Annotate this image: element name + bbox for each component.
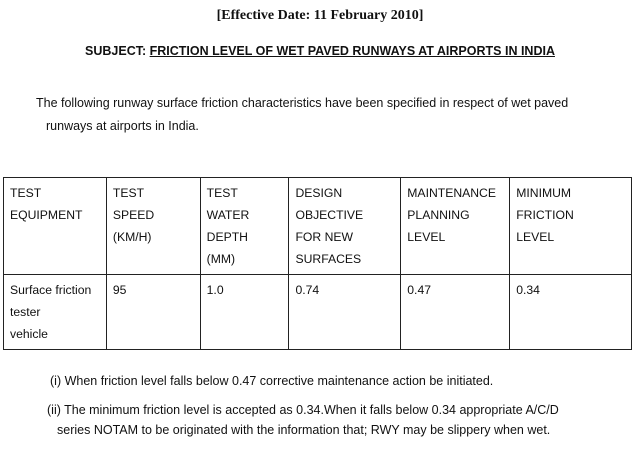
cell-test-speed bbox=[106, 275, 200, 350]
header-line: WATER bbox=[206, 208, 250, 222]
cell-test-water-depth bbox=[200, 275, 289, 350]
subject-line bbox=[0, 44, 640, 58]
header-maintenance-planning-level bbox=[401, 178, 510, 275]
header-line: PLANNING bbox=[407, 208, 470, 222]
header-test-equipment bbox=[4, 178, 107, 275]
header-line: LEVEL bbox=[516, 230, 555, 244]
header-design-objective bbox=[289, 178, 401, 275]
header-test-water-depth bbox=[200, 178, 289, 275]
header-line: DESIGN bbox=[295, 186, 343, 200]
header-line: SPEED bbox=[112, 208, 155, 222]
intro-paragraph bbox=[36, 92, 626, 138]
table-header-row bbox=[4, 178, 632, 275]
cell-line: 95 bbox=[112, 283, 127, 297]
note-2 bbox=[47, 400, 627, 440]
friction-table bbox=[3, 177, 632, 350]
cell-design-objective bbox=[289, 275, 401, 350]
subject-title: FRICTION LEVEL OF WET PAVED RUNWAYS AT AIRPORTS IN INDIA bbox=[149, 44, 555, 58]
note-1: (i) When friction level falls below 0.47 corrective maintenance action be initiated. bbox=[50, 374, 494, 388]
header-line: MAINTENANCE bbox=[407, 186, 496, 200]
cell-test-equipment bbox=[4, 275, 107, 350]
header-line: TEST bbox=[206, 186, 238, 200]
cell-line: 0.74 bbox=[295, 283, 320, 297]
header-line: TEST bbox=[112, 186, 145, 200]
intro-line-1: The following runway surface friction characteristics have been specified in respect of wet paved bbox=[36, 96, 569, 110]
cell-maintenance-planning-level bbox=[401, 275, 510, 350]
header-line: SURFACES bbox=[295, 252, 362, 266]
header-line: DEPTH bbox=[206, 230, 248, 244]
cell-line: Surface friction bbox=[10, 283, 92, 297]
cell-line: vehicle bbox=[10, 327, 48, 341]
header-line: (MM) bbox=[206, 252, 236, 266]
header-line: FOR NEW bbox=[295, 230, 354, 244]
header-minimum-friction-level bbox=[510, 178, 632, 275]
cell-minimum-friction-level bbox=[510, 275, 632, 350]
header-line: EQUIPMENT bbox=[10, 208, 83, 222]
effective-date: [Effective Date: 11 February 2010] bbox=[216, 8, 424, 23]
header-line: TEST bbox=[10, 186, 42, 200]
note-2-line-1: (ii) The minimum friction level is accepted as 0.34.When it falls below 0.34 appropriate A/C/D bbox=[47, 403, 559, 417]
table-row bbox=[4, 275, 632, 350]
cell-line: tester bbox=[10, 305, 41, 319]
header-line: OBJECTIVE bbox=[295, 208, 364, 222]
cell-line: 1.0 bbox=[206, 283, 224, 297]
cell-line: 0.34 bbox=[516, 283, 540, 297]
subject-label: SUBJECT: bbox=[85, 44, 150, 58]
header-test-speed bbox=[106, 178, 200, 275]
note-2-line-2: series NOTAM to be originated with the information that; RWY may be slippery when wet. bbox=[57, 423, 551, 437]
header-line: MINIMUM bbox=[516, 186, 572, 200]
cell-line: 0.47 bbox=[407, 283, 432, 297]
header-line: FRICTION bbox=[516, 208, 574, 222]
intro-line-2: runways at airports in India. bbox=[46, 119, 199, 133]
header-line: (KM/H) bbox=[112, 230, 152, 244]
header-line: LEVEL bbox=[407, 230, 446, 244]
